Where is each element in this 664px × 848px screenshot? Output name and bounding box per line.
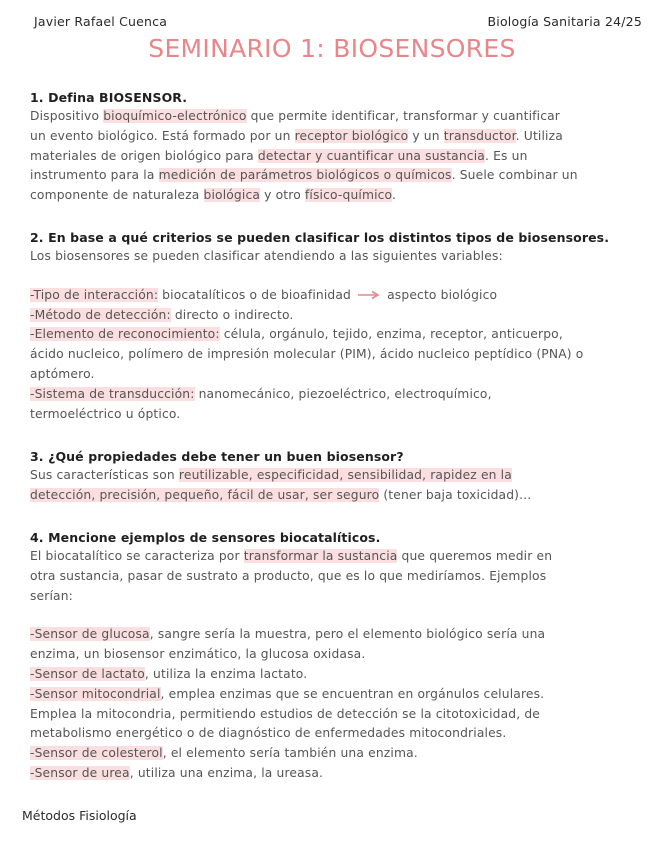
section-1: [30, 88, 644, 206]
list-item: -Método de detección: directo o indirecto.: [30, 307, 294, 322]
highlight: físico-químico: [304, 188, 393, 203]
highlight: receptor biológico: [294, 128, 409, 143]
answer-1-line-5: componente de naturaleza biológica y otro físico-químico.: [30, 188, 397, 203]
highlight: biológica: [203, 188, 261, 203]
highlight: -Sensor mitocondrial: [30, 686, 161, 701]
answer-3-line-2: detección, precisión, pequeño, fácil de usar, ser seguro (tener baja toxicidad)...: [30, 487, 532, 502]
highlight: -Sensor de urea: [30, 765, 130, 780]
list-item: -Sensor mitocondrial, emplea enzimas que se encuentran en orgánulos celulares.: [30, 686, 545, 701]
highlight: detectar y cuantificar una sustancia: [257, 148, 485, 163]
answer-1-line-2: un evento biológico. Está formado por un receptor biológico y un transductor. Utiliza: [30, 128, 563, 143]
question-3: 3. ¿Qué propiedades debe tener un buen biosensor?: [30, 449, 404, 464]
highlight: -Sistema de transducción:: [30, 386, 195, 401]
list-item: -Sensor de colesterol, el elemento sería también una enzima.: [30, 746, 418, 761]
question-4: 4. Mencione ejemplos de sensores biocatalíticos.: [30, 530, 381, 545]
answer-1-line-3: materiales de origen biológico para detectar y cuantificar una sustancia. Es un: [30, 148, 528, 163]
footer-subject: Métodos Fisiología: [22, 808, 137, 823]
highlight: medición de parámetros biológicos o químicos: [158, 168, 452, 183]
section-2: [30, 228, 644, 424]
highlight: transductor: [443, 128, 516, 143]
highlight: detección, precisión, pequeño, fácil de usar, ser seguro: [30, 487, 380, 502]
highlight: bioquímico-electrónico: [103, 109, 247, 123]
highlight: -Sensor de colesterol: [30, 746, 163, 761]
answer-1-line-4: instrumento para la medición de parámetros biológicos o químicos. Suele combinar un: [30, 168, 578, 183]
course-name: Biología Sanitaria 24/25: [487, 14, 642, 29]
list-item-continuation: aptómero.: [30, 366, 95, 381]
list-item: -Sensor de lactato, utiliza la enzima lactato.: [30, 666, 308, 681]
author-name: Javier Rafael Cuenca: [34, 14, 168, 29]
highlight: -Elemento de reconocimiento:: [30, 327, 220, 342]
list-item-continuation: Emplea la mitocondria, permitiendo estudios de detección se la citotoxicidad, de: [30, 706, 541, 721]
highlight: reutilizable, especificidad, sensibilidad, rapidez en la: [178, 468, 512, 482]
list-item: -Elemento de reconocimiento: célula, orgánulo, tejido, enzima, receptor, anticuerpo,: [30, 327, 563, 342]
highlight: transformar la sustancia: [243, 549, 398, 563]
highlight: -Sensor de glucosa: [30, 627, 150, 642]
answer-4-line-1: El biocatalítico se caracteriza por transformar la sustancia que queremos medir en: [30, 549, 553, 563]
section-4: [30, 528, 644, 784]
list-item: -Sensor de urea, utiliza una enzima, la ureasa.: [30, 765, 324, 780]
list-item-continuation: termoeléctrico u óptico.: [30, 406, 181, 421]
answer-4-line-2: otra sustancia, pasar de sustrato a producto, que es lo que mediríamos. Ejemplos: [30, 568, 547, 583]
arrow-right-icon: [357, 290, 381, 300]
section-3: [30, 447, 644, 506]
answer-4-line-3: serían:: [30, 588, 73, 603]
page-title: SEMINARIO 1: BIOSENSORES: [148, 34, 516, 63]
answer-3-line-1: Sus características son reutilizable, especificidad, sensibilidad, rapidez en la: [30, 468, 512, 482]
list-item-continuation: ácido nucleico, polímero de impresión molecular (PIM), ácido nucleico peptídico (PNA) o: [30, 347, 584, 362]
answer-1-line-1: Dispositivo bioquímico-electrónico que permite identificar, transformar y cuantificar: [30, 109, 561, 123]
list-item: -Sistema de transducción: nanomecánico, piezoeléctrico, electroquímico,: [30, 386, 492, 401]
highlight: -Sensor de lactato: [30, 666, 145, 681]
question-1: 1. Defina BIOSENSOR.: [30, 90, 188, 105]
highlight: -Tipo de interacción:: [30, 287, 159, 302]
list-item-continuation: enzima, un biosensor enzimático, la glucosa oxidasa.: [30, 647, 366, 662]
list-item-continuation: metabolismo energético o de diagnóstico de enfermedades mitocondriales.: [30, 726, 507, 741]
list-item: -Tipo de interacción: biocatalíticos o de bioafinidad aspecto biológico: [30, 287, 498, 302]
question-2: 2. En base a qué criterios se pueden clasificar los distintos tipos de biosensores.: [30, 230, 610, 245]
answer-2-intro: Los biosensores se pueden clasificar atendiendo a las siguientes variables:: [30, 249, 503, 263]
list-item: -Sensor de glucosa, sangre sería la muestra, pero el elemento biológico sería una: [30, 627, 546, 642]
highlight: -Método de detección:: [30, 307, 171, 322]
